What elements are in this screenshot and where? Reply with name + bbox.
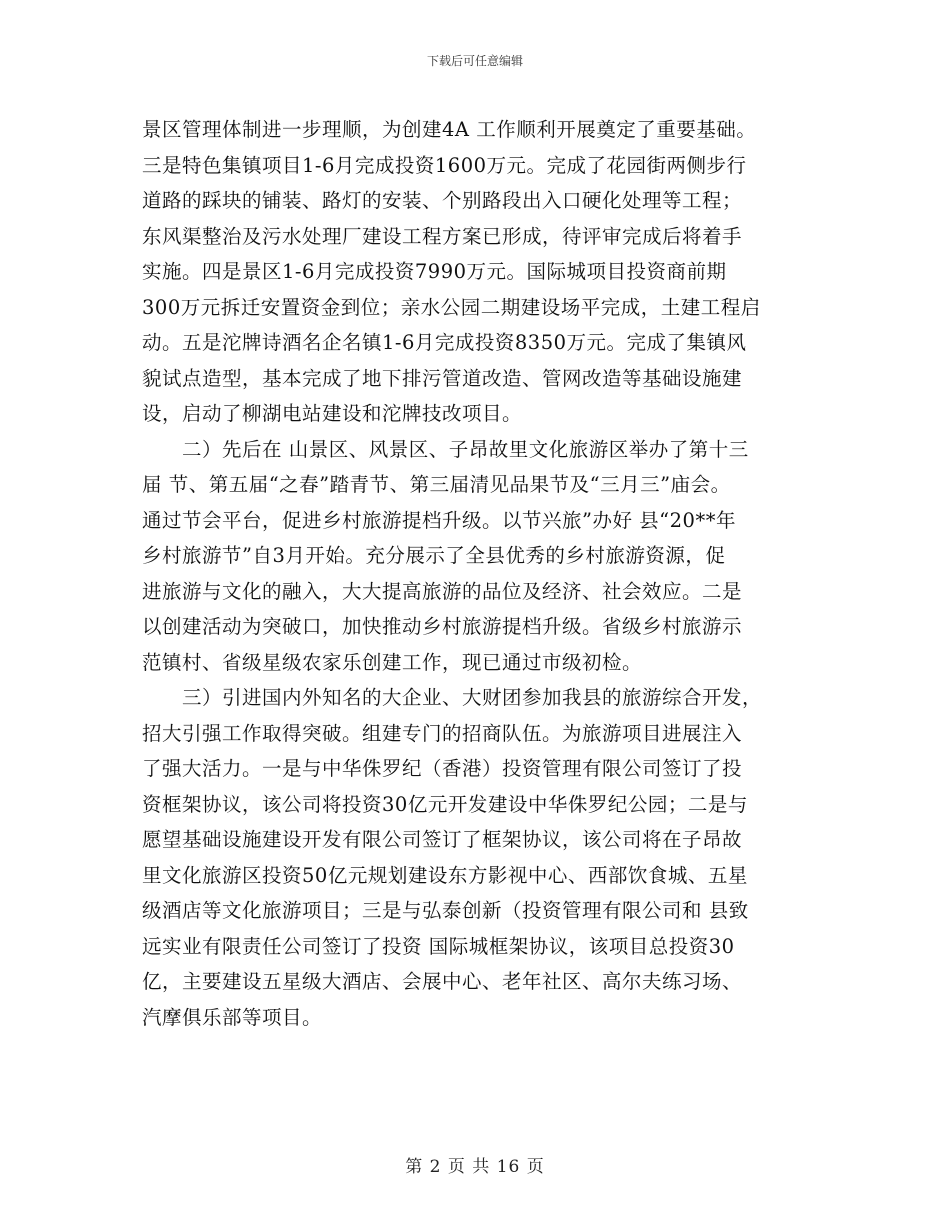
text-line: 招大引强工作取得突破。组建专门的招商队伍。为旅游项目进展注入: [142, 721, 743, 745]
text-line: 范镇村、省级星级农家乐创建工作，现已通过市级初检。: [142, 650, 643, 674]
text-line: 进旅游与文化的融入，大大提高旅游的品位及经济、社会效应。二是: [142, 579, 743, 603]
text-line: 实施。四是景区1-6月完成投资7990万元。国际城项目投资商前期: [142, 260, 727, 283]
page-header: 下载后可任意编辑: [426, 54, 523, 68]
text-line: 通过节会平台，促进乡村旅游提档升级。以节兴旅”办好 县“20**年: [142, 508, 736, 532]
text-line: 二）先后在 山景区、风景区、子昂故里文化旅游区举办了第十三: [182, 437, 749, 461]
text-line: 300万元拆迁安置资金到位；亲水公园二期建设场平完成，土建工程启: [142, 295, 761, 319]
text-line: 亿，主要建设五星级大酒店、会展中心、老年社区、高尔夫练习场、: [142, 970, 743, 993]
text-line: 貌试点造型，基本完成了地下排污管道改造、管网改造等基础设施建: [142, 366, 743, 390]
text-line: 设，启动了柳湖电站建设和沱牌技改项目。: [142, 402, 523, 425]
text-line: 愿望基础设施建设开发有限公司签订了框架协议，该公司将在子昂故: [142, 828, 743, 851]
text-line: 道路的踩块的铺装、路灯的安装、个别路段出入口硬化处理等工程；: [142, 189, 743, 212]
text-line: 三是特色集镇项目1-6月完成投资1600万元。完成了花园街两侧步行: [142, 153, 747, 177]
text-line: 景区管理体制进一步理顺，为创建4A 工作顺利开展奠定了重要基础。: [142, 118, 757, 141]
text-line: 届 节、第五届“之春”踏青节、第三届清见品果节及“三月三”庙会。: [142, 473, 731, 496]
text-line: 汽摩俱乐部等项目。: [142, 1005, 323, 1029]
text-line: 里文化旅游区投资50亿元规划建设东方影视中心、西部饮食城、五星: [142, 863, 748, 887]
text-line: 动。五是沱牌诗酒名企名镇1-6月完成投资8350万元。完成了集镇风: [142, 331, 747, 354]
text-line: 乡村旅游节”自3月开始。充分展示了全县优秀的乡村旅游资源，促: [142, 544, 726, 567]
text-line: 远实业有限责任公司签订了投资 国际城框架协议，该项目总投资30: [142, 934, 735, 958]
text-line: 资框架协议，该公司将投资30亿元开发建设中华侏罗纪公园；二是与: [142, 792, 748, 816]
text-line: 东风渠整治及污水处理厂建设工程方案已形成，待评审完成后将着手: [142, 224, 743, 248]
text-line: 级酒店等文化旅游项目；三是与弘泰创新（投资管理有限公司和 县致: [142, 899, 749, 922]
text-line: 以创建活动为突破口，加快推动乡村旅游提档升级。省级乡村旅游示: [142, 615, 743, 638]
document-body: [142, 112, 822, 1035]
text-line: 三）引进国内外知名的大企业、大财团参加我县的旅游综合开发，: [182, 686, 763, 709]
page-number: 第 2 页 共 16 页: [405, 1157, 545, 1177]
text-line: 了强大活力。一是与中华侏罗纪（香港）投资管理有限公司签订了投: [142, 757, 743, 780]
